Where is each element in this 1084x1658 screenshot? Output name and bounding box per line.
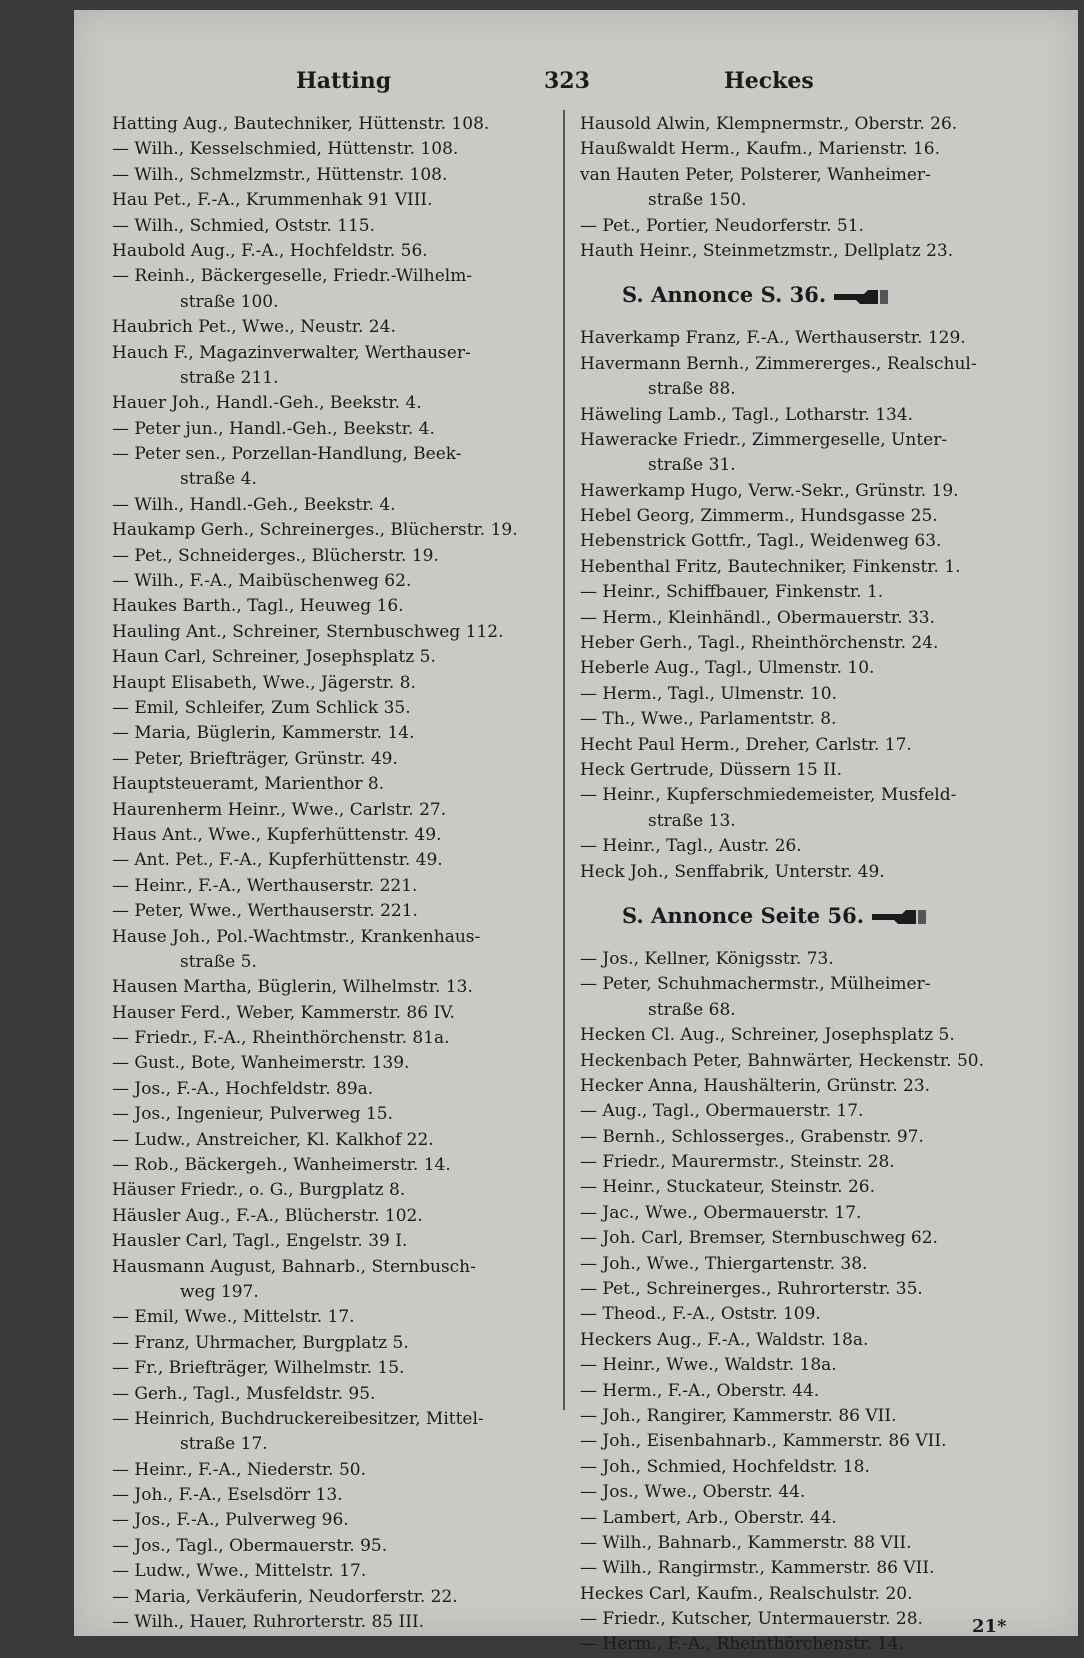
directory-entry: Haurenherm Heinr., Wwe., Carlstr. 27. bbox=[112, 799, 447, 820]
page-number: 323 bbox=[544, 68, 590, 94]
right-column bbox=[580, 112, 1050, 1658]
directory-entry: Hause Joh., Pol.-Wachtmstr., Krankenhaus- bbox=[112, 926, 481, 947]
running-head-right: Heckes bbox=[724, 68, 814, 94]
directory-entry: — Jos., Tagl., Obermauerstr. 95. bbox=[112, 1535, 388, 1556]
directory-entry: Hauling Ant., Schreiner, Sternbuschweg 112. bbox=[112, 621, 504, 642]
directory-entry: — Jac., Wwe., Obermauerstr. 17. bbox=[580, 1202, 862, 1223]
directory-entry: — Heinr., Schiffbauer, Finkenstr. 1. bbox=[580, 582, 884, 603]
directory-entry: — Reinh., Bäckergeselle, Friedr.-Wilhelm- bbox=[112, 266, 473, 287]
directory-entry: — Jos., Kellner, Königsstr. 73. bbox=[580, 948, 834, 969]
directory-entry: — Joh., Wwe., Thiergartenstr. 38. bbox=[580, 1253, 868, 1274]
directory-entry: Hauer Joh., Handl.-Geh., Beekstr. 4. bbox=[112, 393, 422, 414]
directory-entry: — Heinr., Wwe., Waldstr. 18a. bbox=[580, 1355, 837, 1376]
directory-entry: Hauser Ferd., Weber, Kammerstr. 86 IV. bbox=[112, 1002, 455, 1023]
directory-entry: Haubold Aug., F.-A., Hochfeldstr. 56. bbox=[112, 240, 428, 261]
directory-entry: — Heinr., Stuckateur, Steinstr. 26. bbox=[580, 1177, 876, 1198]
directory-entry: Hecht Paul Herm., Dreher, Carlstr. 17. bbox=[580, 734, 912, 755]
directory-entry: — Wilh., Schmied, Oststr. 115. bbox=[112, 215, 376, 236]
directory-entry: — Heinrich, Buchdruckereibesitzer, Mittel- bbox=[112, 1408, 484, 1429]
pointing-hand-icon bbox=[834, 289, 888, 305]
directory-entry: Haußwaldt Herm., Kaufm., Marienstr. 16. bbox=[580, 139, 941, 160]
directory-page bbox=[74, 10, 1078, 1655]
sheet-signature: 21* bbox=[972, 1616, 1007, 1637]
directory-entry: — Jos., F.-A., Hochfeldstr. 89a. bbox=[112, 1078, 374, 1099]
directory-entry: — Fr., Briefträger, Wilhelmstr. 15. bbox=[112, 1358, 405, 1379]
entry-continuation: straße 31. bbox=[648, 455, 736, 476]
directory-entry: Hauch F., Magazinverwalter, Werthauser- bbox=[112, 342, 471, 363]
directory-entry: — Friedr., F.-A., Rheinthörchenstr. 81a. bbox=[112, 1028, 450, 1049]
directory-entry: — Peter sen., Porzellan-Handlung, Beek- bbox=[112, 444, 462, 465]
directory-entry: Haus Ant., Wwe., Kupferhüttenstr. 49. bbox=[112, 824, 442, 845]
directory-entry: — Jos., Wwe., Oberstr. 44. bbox=[580, 1482, 806, 1503]
directory-entry: — Heinr., Tagl., Austr. 26. bbox=[580, 836, 802, 857]
directory-entry: — Emil, Schleifer, Zum Schlick 35. bbox=[112, 697, 411, 718]
directory-entry: — Joh., Schmied, Hochfeldstr. 18. bbox=[580, 1456, 870, 1477]
directory-entry: — Lambert, Arb., Oberstr. 44. bbox=[580, 1507, 837, 1528]
directory-entry: — Herm., F.-A., Rheinthörchenstr. 14. bbox=[580, 1634, 905, 1655]
pointing-hand-icon bbox=[872, 909, 926, 925]
entry-continuation: straße 5. bbox=[180, 951, 257, 972]
directory-entry: Hebel Georg, Zimmerm., Hundsgasse 25. bbox=[580, 506, 938, 527]
annonce-reference: S. Annonce S. 36. bbox=[580, 264, 1050, 326]
directory-entry: Heber Gerh., Tagl., Rheinthörchenstr. 24. bbox=[580, 633, 939, 654]
directory-entry: — Franz, Uhrmacher, Burgplatz 5. bbox=[112, 1332, 409, 1353]
directory-entry: — Friedr., Kutscher, Untermauerstr. 28. bbox=[580, 1609, 923, 1630]
directory-entry: Hausmann August, Bahnarb., Sternbusch- bbox=[112, 1256, 476, 1277]
directory-entry: — Theod., F.-A., Oststr. 109. bbox=[580, 1304, 821, 1325]
entry-continuation: straße 88. bbox=[648, 379, 736, 400]
directory-entry: — Ant. Pet., F.-A., Kupferhüttenstr. 49. bbox=[112, 850, 443, 871]
directory-entry: — Joh., Eisenbahnarb., Kammerstr. 86 VII. bbox=[580, 1431, 947, 1452]
entry-continuation: straße 100. bbox=[180, 291, 279, 312]
directory-entry: — Peter, Schuhmachermstr., Mülheimer- bbox=[580, 974, 931, 995]
directory-entry: — Heinr., F.-A., Werthauserstr. 221. bbox=[112, 875, 418, 896]
directory-entry: Hatting Aug., Bautechniker, Hüttenstr. 108. bbox=[112, 114, 490, 134]
directory-entry: Heckers Aug., F.-A., Waldstr. 18a. bbox=[580, 1329, 869, 1350]
directory-entry: Haupt Elisabeth, Wwe., Jägerstr. 8. bbox=[112, 672, 416, 693]
directory-entry: — Th., Wwe., Parlamentstr. 8. bbox=[580, 709, 837, 730]
directory-entry: Hauptsteueramt, Marienthor 8. bbox=[112, 774, 385, 795]
directory-entry: — Jos., Ingenieur, Pulverweg 15. bbox=[112, 1104, 394, 1125]
directory-entry: Hecken Cl. Aug., Schreiner, Josephsplatz 5. bbox=[580, 1025, 955, 1046]
entry-continuation: straße 211. bbox=[180, 367, 279, 388]
directory-entry: — Emil, Wwe., Mittelstr. 17. bbox=[112, 1307, 355, 1328]
entry-continuation: straße 17. bbox=[180, 1434, 268, 1455]
directory-entry: — Aug., Tagl., Obermauerstr. 17. bbox=[580, 1101, 864, 1122]
directory-entry: — Gust., Bote, Wanheimerstr. 139. bbox=[112, 1053, 410, 1074]
directory-entry: — Maria, Verkäuferin, Neudorferstr. 22. bbox=[112, 1586, 458, 1607]
directory-entry: Havermann Bernh., Zimmererges., Realschul- bbox=[580, 353, 977, 374]
directory-entry: Haweracke Friedr., Zimmergeselle, Unter- bbox=[580, 429, 948, 450]
left-column bbox=[112, 112, 550, 1635]
directory-entry: Heberle Aug., Tagl., Ulmenstr. 10. bbox=[580, 658, 875, 679]
directory-entry: Häusler Aug., F.-A., Blücherstr. 102. bbox=[112, 1205, 423, 1226]
directory-entry: — Wilh., Bahnarb., Kammerstr. 88 VII. bbox=[580, 1532, 912, 1553]
directory-entry: — Wilh., Schmelzmstr., Hüttenstr. 108. bbox=[112, 164, 448, 185]
directory-entry: Hausold Alwin, Klempnermstr., Oberstr. 26. bbox=[580, 114, 958, 134]
directory-entry: — Pet., Schreinerges., Ruhrorterstr. 35. bbox=[580, 1279, 923, 1300]
directory-entry: — Heinr., Kupferschmiedemeister, Musfeld- bbox=[580, 785, 957, 806]
entry-continuation: straße 13. bbox=[648, 810, 736, 831]
directory-entry: Häweling Lamb., Tagl., Lotharstr. 134. bbox=[580, 404, 914, 425]
directory-entry: — Ludw., Wwe., Mittelstr. 17. bbox=[112, 1561, 367, 1582]
directory-entry: — Pet., Schneiderges., Blücherstr. 19. bbox=[112, 545, 439, 566]
directory-entry: van Hauten Peter, Polsterer, Wanheimer- bbox=[580, 164, 931, 185]
directory-entry: — Wilh., F.-A., Maibüschenweg 62. bbox=[112, 571, 412, 592]
running-head-left: Hatting bbox=[296, 68, 392, 94]
directory-entry: Haukamp Gerh., Schreinerges., Blücherstr. 19. bbox=[112, 520, 518, 541]
directory-entry: — Peter, Wwe., Werthauserstr. 221. bbox=[112, 901, 418, 922]
directory-entry: — Wilh., Hauer, Ruhrorterstr. 85 III. bbox=[112, 1612, 425, 1633]
directory-entry: — Pet., Portier, Neudorferstr. 51. bbox=[580, 215, 864, 236]
directory-entry: — Friedr., Maurermstr., Steinstr. 28. bbox=[580, 1152, 895, 1173]
directory-entry: — Heinr., F.-A., Niederstr. 50. bbox=[112, 1459, 367, 1480]
directory-entry: — Herm., F.-A., Oberstr. 44. bbox=[580, 1380, 820, 1401]
column-divider bbox=[563, 110, 565, 1410]
directory-entry: — Joh., Rangirer, Kammerstr. 86 VII. bbox=[580, 1405, 897, 1426]
directory-entry: Hebenthal Fritz, Bautechniker, Finkenstr. 1. bbox=[580, 556, 961, 577]
directory-entry: Heck Joh., Senffabrik, Unterstr. 49. bbox=[580, 861, 885, 882]
directory-entry: Hecker Anna, Haushälterin, Grünstr. 23. bbox=[580, 1075, 931, 1096]
directory-entry: — Bernh., Schlosserges., Grabenstr. 97. bbox=[580, 1126, 924, 1147]
directory-entry: — Joh. Carl, Bremser, Sternbuschweg 62. bbox=[580, 1228, 938, 1249]
directory-entry: Heck Gertrude, Düssern 15 II. bbox=[580, 759, 842, 780]
directory-entry: — Peter, Briefträger, Grünstr. 49. bbox=[112, 748, 398, 769]
directory-entry: Heckenbach Peter, Bahnwärter, Heckenstr. 50. bbox=[580, 1050, 984, 1071]
directory-entry: — Maria, Büglerin, Kammerstr. 14. bbox=[112, 723, 415, 744]
directory-entry: — Rob., Bäckergeh., Wanheimerstr. 14. bbox=[112, 1155, 451, 1176]
directory-entry: — Joh., F.-A., Eselsdörr 13. bbox=[112, 1485, 343, 1506]
directory-entry: — Jos., F.-A., Pulverweg 96. bbox=[112, 1510, 349, 1531]
directory-entry: Hausler Carl, Tagl., Engelstr. 39 I. bbox=[112, 1231, 408, 1252]
directory-entry: — Herm., Kleinhändl., Obermauerstr. 33. bbox=[580, 607, 935, 628]
directory-entry: Hawerkamp Hugo, Verw.-Sekr., Grünstr. 19. bbox=[580, 480, 959, 501]
directory-entry: Haubrich Pet., Wwe., Neustr. 24. bbox=[112, 317, 396, 338]
directory-entry: — Ludw., Anstreicher, Kl. Kalkhof 22. bbox=[112, 1129, 434, 1150]
directory-entry: Haverkamp Franz, F.-A., Werthauserstr. 129. bbox=[580, 328, 966, 349]
directory-entry: Hebenstrick Gottfr., Tagl., Weidenweg 63. bbox=[580, 531, 942, 552]
directory-entry: Haun Carl, Schreiner, Josephsplatz 5. bbox=[112, 647, 436, 668]
directory-entry: Hausen Martha, Büglerin, Wilhelmstr. 13. bbox=[112, 977, 473, 998]
entry-continuation: straße 150. bbox=[648, 190, 747, 211]
directory-entry: — Wilh., Rangirmstr., Kammerstr. 86 VII. bbox=[580, 1558, 935, 1579]
directory-entry: Hau Pet., F.-A., Krummenhak 91 VIII. bbox=[112, 190, 433, 211]
directory-entry: — Wilh., Handl.-Geh., Beekstr. 4. bbox=[112, 494, 396, 515]
entry-continuation: straße 68. bbox=[648, 999, 736, 1020]
directory-entry: Heckes Carl, Kaufm., Realschulstr. 20. bbox=[580, 1583, 913, 1604]
directory-entry: — Peter jun., Handl.-Geh., Beekstr. 4. bbox=[112, 418, 435, 439]
directory-entry: — Wilh., Kesselschmied, Hüttenstr. 108. bbox=[112, 139, 459, 160]
directory-entry: — Gerh., Tagl., Musfeldstr. 95. bbox=[112, 1383, 376, 1404]
entry-continuation: straße 4. bbox=[180, 469, 257, 490]
directory-entry: — Herm., Tagl., Ulmenstr. 10. bbox=[580, 683, 837, 704]
directory-entry: Hauth Heinr., Steinmetzmstr., Dellplatz 23. bbox=[580, 240, 954, 261]
annonce-reference: S. Annonce Seite 56. bbox=[580, 885, 1050, 947]
directory-entry: Haukes Barth., Tagl., Heuweg 16. bbox=[112, 596, 404, 617]
directory-entry: Häuser Friedr., o. G., Burgplatz 8. bbox=[112, 1180, 406, 1201]
entry-continuation: weg 197. bbox=[180, 1281, 259, 1302]
